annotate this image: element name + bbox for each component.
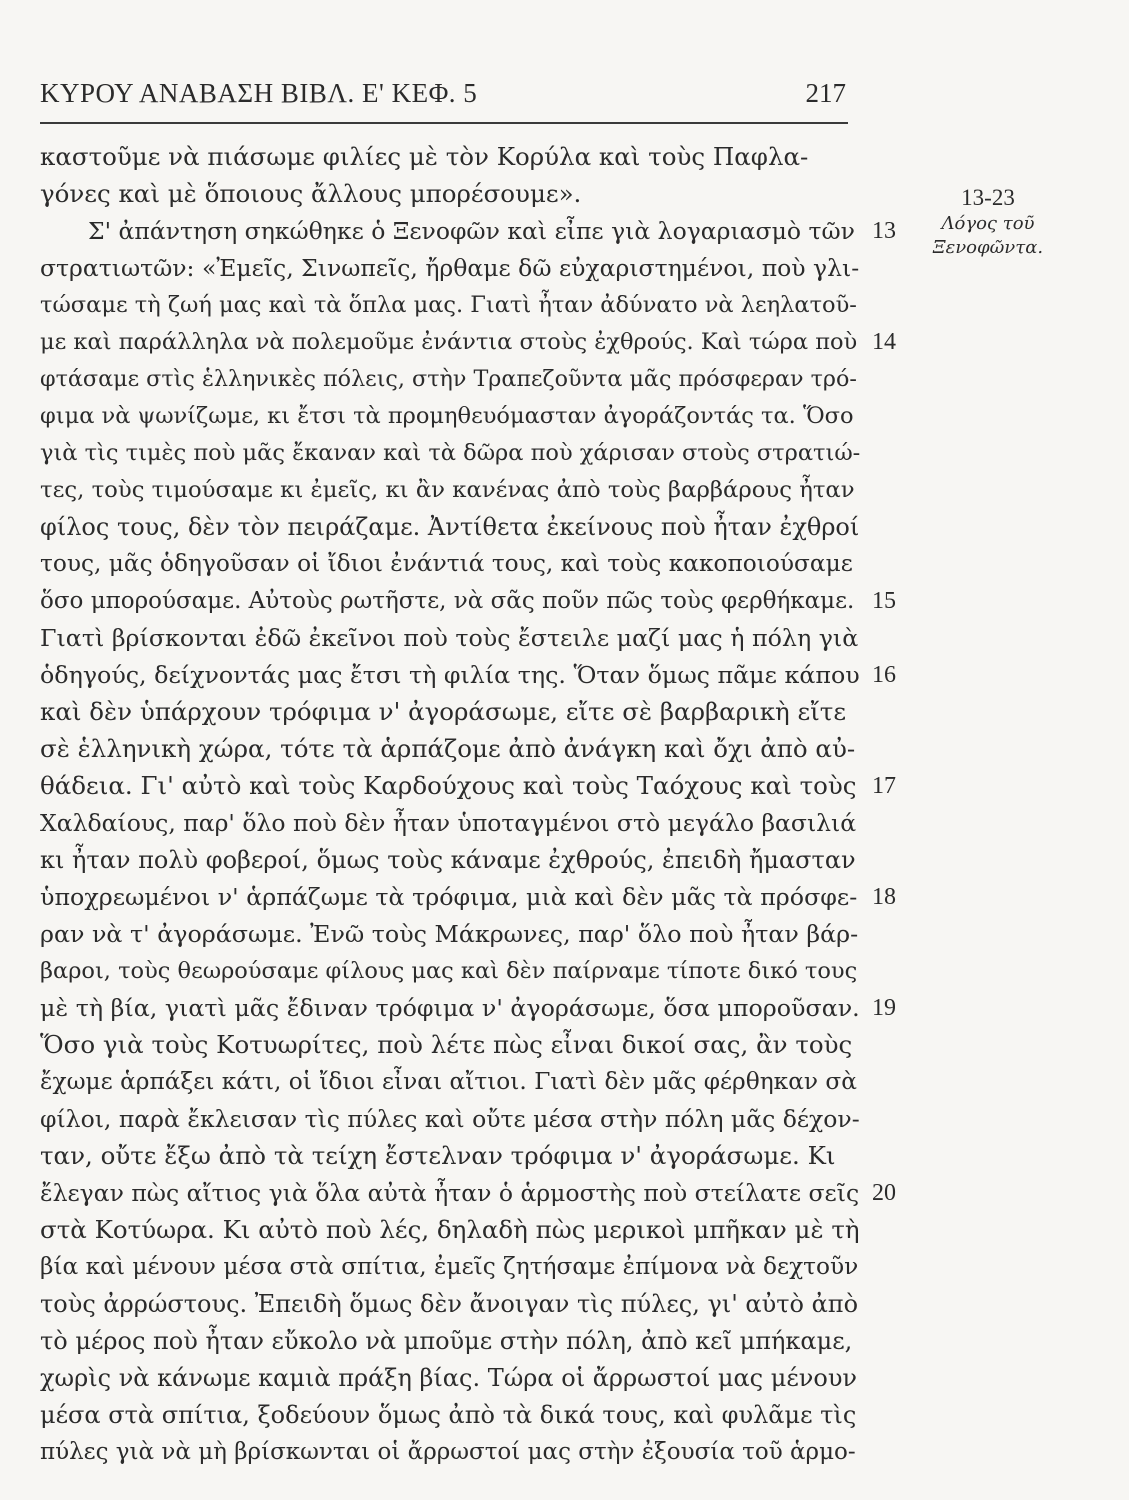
line-number: 16 [872, 662, 896, 688]
text-line: θάδεια. Γι' αὐτὸ καὶ τοὺς Καρδούχους καὶ τοὺς Ταόχους καὶ τοὺς [40, 771, 857, 800]
text-line: μέσα στὰ σπίτια, ξοδεύουν ὅμως ἀπὸ τὰ δικά τους, καὶ φυλᾶμε τὶς [40, 1401, 857, 1429]
text-line: γόνες καὶ μὲ ὅποιους ἄλλους μπορέσουμε». [40, 179, 582, 208]
running-title: ΚΥΡΟΥ ΑΝΑΒΑΣΗ ΒΙΒΛ. Ε' ΚΕΦ. 5 [40, 78, 478, 108]
text-line: ὑποχρεωμένοι ν' ἁρπάζωμε τὰ τρόφιμα, μιὰ καὶ δὲν μᾶς τὰ πρόσφε- [40, 883, 858, 911]
header-rule [40, 122, 848, 124]
text-line: ἔχωμε ἁρπάξει κάτι, οἱ ἴδιοι εἶναι αἴτιοι. Γιατὶ δὲν μᾶς φέρθηκαν σὰ [40, 1068, 857, 1095]
text-line: τὸ μέρος ποὺ ἦταν εὔκολο νὰ μποῦμε στὴν πόλη, ἀπὸ κεῖ μπήκαμε, [40, 1327, 853, 1355]
text-line: σὲ ἑλληνικὴ χώρα, τότε τὰ ἁρπάζομε ἀπὸ ἀνάγκη καὶ ὄχι ἀπὸ αὐ- [40, 734, 856, 763]
line-number: 17 [872, 773, 896, 799]
text-line: χωρὶς νὰ κάνωμε καμιὰ πράξη βίας. Τώρα οἱ ἄρρωστοί μας μένουν [40, 1364, 857, 1392]
text-line: Γιατὶ βρίσκονται ἐδῶ ἐκεῖνοι ποὺ τοὺς ἔστειλε μαζί μας ἡ πόλη γιὰ [40, 624, 859, 652]
text-line: τώσαμε τὴ ζωή μας καὶ τὰ ὅπλα μας. Γιατὶ ἦταν ἀδύνατο νὰ λεηλατοῦ- [40, 292, 857, 318]
text-line: τοὺς ἀρρώστους. Ἐπειδὴ ὅμως δὲν ἄνοιγαν τὶς πύλες, γι' αὐτὸ ἀπὸ [40, 1290, 859, 1318]
text-line: ὁδηγούς, δείχνοντάς μας ἔτσι τὴ φιλία της. Ὅταν ὅμως πᾶμε κάπου [40, 661, 860, 689]
margin-note-title-line2: Ξενοφῶντα. [932, 237, 1044, 258]
text-line: Σ' ἀπάντηση σηκώθηκε ὁ Ξενοφῶν καὶ εἶπε γιὰ λογαριασμὸ τῶν [88, 217, 855, 245]
text-line: βία καὶ μένουν μέσα στὰ σπίτια, ἐμεῖς ζητήσαμε ἐπίμονα νὰ δεχτοῦν [40, 1253, 859, 1280]
page-header [40, 78, 848, 118]
line-number: 13 [872, 218, 896, 244]
text-line: βαροι, τοὺς θεωρούσαμε φίλους μας καὶ δὲν παίρναμε τίποτε δικό τους [40, 958, 858, 984]
text-line: ὅσο μπορούσαμε. Αὐτοὺς ρωτῆστε, νὰ σᾶς ποῦν πῶς τοὺς φερθήκαμε. [40, 588, 855, 614]
text-line: ραν νὰ τ' ἀγοράσωμε. Ἐνῶ τοὺς Μάκρωνες, παρ' ὅλο ποὺ ἦταν βάρ- [40, 920, 859, 948]
margin-note-range: 13-23 [961, 185, 1015, 210]
text-line: φίλοι, παρὰ ἔκλεισαν τὶς πύλες καὶ οὔτε μέσα στὴν πόλη μᾶς δέχον- [40, 1105, 860, 1133]
text-line: φτάσαμε στὶς ἑλληνικὲς πόλεις, στὴν Τραπεζοῦντα μᾶς πρόσφεραν τρό- [40, 366, 857, 392]
text-line: Χαλδαίους, παρ' ὅλο ποὺ δὲν ἦταν ὑποταγμένοι στὸ μεγάλο βασιλιά [40, 809, 857, 837]
text-line: Ὅσο γιὰ τοὺς Κοτυωρίτες, ποὺ λέτε πὼς εἶναι δικοί σας, ἂν τοὺς [40, 1030, 853, 1059]
text-line: φίλος τους, δὲν τὸν πειράζαμε. Ἀντίθετα ἐκείνους ποὺ ἦταν ἐχθροί [40, 513, 860, 541]
line-number: 19 [872, 995, 896, 1021]
page-number: 217 [805, 78, 846, 108]
text-line: κι ἦταν πολὺ φοβεροί, ὅμως τοὺς κάναμε ἐχθρούς, ἐπειδὴ ἤμασταν [40, 846, 856, 874]
margin-note [918, 184, 1058, 260]
line-number: 18 [872, 884, 896, 910]
text-line: τες, τοὺς τιμούσαμε κι ἐμεῖς, κι ἂν κανένας ἀπὸ τοὺς βαρβάρους ἦταν [40, 477, 855, 503]
line-number: 15 [872, 588, 896, 614]
text-line: τους, μᾶς ὁδηγοῦσαν οἱ ἴδιοι ἐνάντιά τους, καὶ τοὺς κακοποιούσαμε [40, 550, 853, 577]
text-line: μὲ τὴ βία, γιατὶ μᾶς ἔδιναν τρόφιμα ν' ἀγοράσωμε, ὅσα μποροῦσαν. [40, 994, 860, 1022]
text-line: στὰ Κοτύωρα. Κι αὐτὸ ποὺ λές, δηλαδὴ πὼς μερικοὶ μπῆκαν μὲ τὴ [40, 1215, 860, 1244]
text-line: με καὶ παράλληλα νὰ πολεμοῦμε ἐνάντια στοὺς ἐχθρούς. Καὶ τώρα ποὺ [40, 329, 858, 355]
text-line: ταν, οὔτε ἔξω ἀπὸ τὰ τείχη ἔστελναν τρόφιμα ν' ἀγοράσωμε. Κι [40, 1141, 836, 1170]
text-line: γιὰ τὶς τιμὲς ποὺ μᾶς ἔκαναν καὶ τὰ δῶρα ποὺ χάρισαν στοὺς στρατιώ- [40, 440, 861, 466]
text-line: ἔλεγαν πὼς αἴτιος γιὰ ὅλα αὐτὰ ἦταν ὁ ἁρμοστὴς ποὺ στείλατε σεῖς [40, 1179, 860, 1207]
line-number: 14 [872, 329, 896, 355]
text-line: πύλες γιὰ νὰ μὴ βρίσκωνται οἱ ἄρρωστοί μας στὴν ἐξουσία τοῦ ἁρμο- [40, 1439, 856, 1465]
text-line: καὶ δὲν ὑπάρχουν τρόφιμα ν' ἀγοράσωμε, εἴτε σὲ βαρβαρικὴ εἴτε [40, 697, 847, 726]
text-line: στρατιωτῶν: «Ἐμεῖς, Σινωπεῖς, ἤρθαμε δῶ εὐχαριστημένοι, ποὺ γλι- [40, 254, 860, 282]
line-number: 20 [872, 1180, 896, 1206]
text-line: φιμα νὰ ψωνίζωμε, κι ἔτσι τὰ προμηθευόμασταν ἀγοράζοντάς τα. Ὅσο [40, 403, 854, 429]
margin-note-title-line1: Λόγος τοῦ [941, 213, 1035, 234]
text-line: καστοῦμε νὰ πιάσωμε φιλίες μὲ τὸν Κορύλα καὶ τοὺς Παφλα- [40, 142, 809, 171]
